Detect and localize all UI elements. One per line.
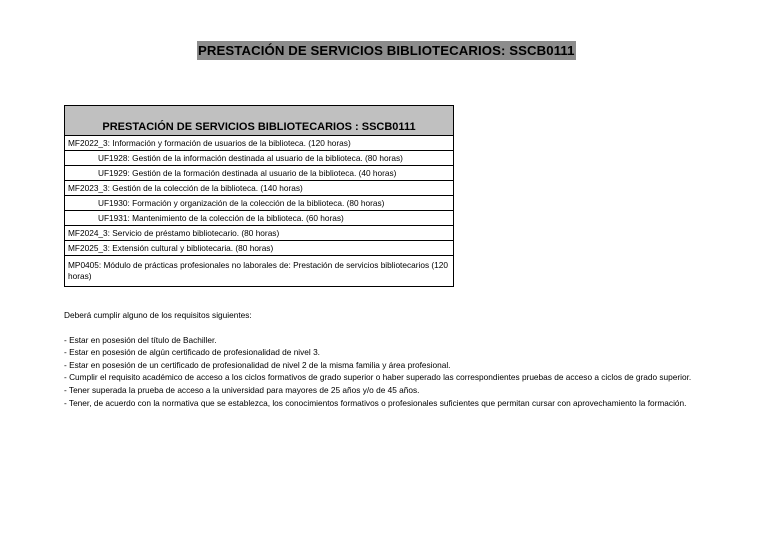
module-row: MF2024_3: Servicio de préstamo bibliotecario. (80 horas) — [65, 226, 454, 241]
requirement-item: - Cumplir el requisito académico de acceso a los ciclos formativos de grado superior o haber superado las correspondientes pruebas de acceso a ciclos de grado superior. — [64, 372, 692, 383]
table-row — [65, 211, 454, 226]
table-row — [65, 226, 454, 241]
unit-row: UF1931: Mantenimiento de la colección de la biblioteca. (60 horas) — [65, 211, 454, 226]
requirement-item: - Estar en posesión de algún certificado de profesionalidad de nivel 3. — [64, 347, 320, 358]
module-row: MF2022_3: Información y formación de usuarios de la biblioteca. (120 horas) — [65, 136, 454, 151]
table-row — [65, 151, 454, 166]
requirements-section — [64, 309, 714, 409]
modules-table — [64, 105, 454, 287]
unit-row: UF1929: Gestión de la formación destinada al usuario de la biblioteca. (40 horas) — [65, 166, 454, 181]
module-row: MF2023_3: Gestión de la colección de la biblioteca. (140 horas) — [65, 181, 454, 196]
unit-row: UF1928: Gestión de la información destinada al usuario de la biblioteca. (80 horas) — [65, 151, 454, 166]
table-header-row — [65, 106, 454, 136]
table-row — [65, 181, 454, 196]
table-row — [65, 136, 454, 151]
unit-row: UF1930: Formación y organización de la colección de la biblioteca. (80 horas) — [65, 196, 454, 211]
table-header: PRESTACIÓN DE SERVICIOS BIBLIOTECARIOS : SSCB0111 — [65, 106, 454, 136]
table-row — [65, 241, 454, 256]
requirement-item: - Estar en posesión del título de Bachiller. — [64, 334, 217, 345]
document-title: PRESTACIÓN DE SERVICIOS BIBLIOTECARIOS: SSCB0111 — [198, 43, 575, 58]
table-row — [65, 166, 454, 181]
module-row: MP0405: Módulo de prácticas profesionales no laborales de: Prestación de servicios bibliotecarios (120 horas) — [65, 256, 454, 287]
requirement-item: - Tener, de acuerdo con la normativa que se establezca, los conocimientos formativos o profesionales suficientes que permitan cursar con aprovechamiento la formación. — [64, 397, 687, 408]
requirements-intro: Deberá cumplir alguno de los requisitos siguientes: — [64, 310, 252, 320]
requirement-item: - Estar en posesión de un certificado de profesionalidad de nivel 2 de la misma familia y área profesional. — [64, 359, 451, 370]
module-row: MF2025_3: Extensión cultural y bibliotecaria. (80 horas) — [65, 241, 454, 256]
table-row — [65, 256, 454, 287]
table-row — [65, 196, 454, 211]
requirement-item: - Tener superada la prueba de acceso a la universidad para mayores de 25 años y/o de 45 años. — [64, 384, 420, 395]
